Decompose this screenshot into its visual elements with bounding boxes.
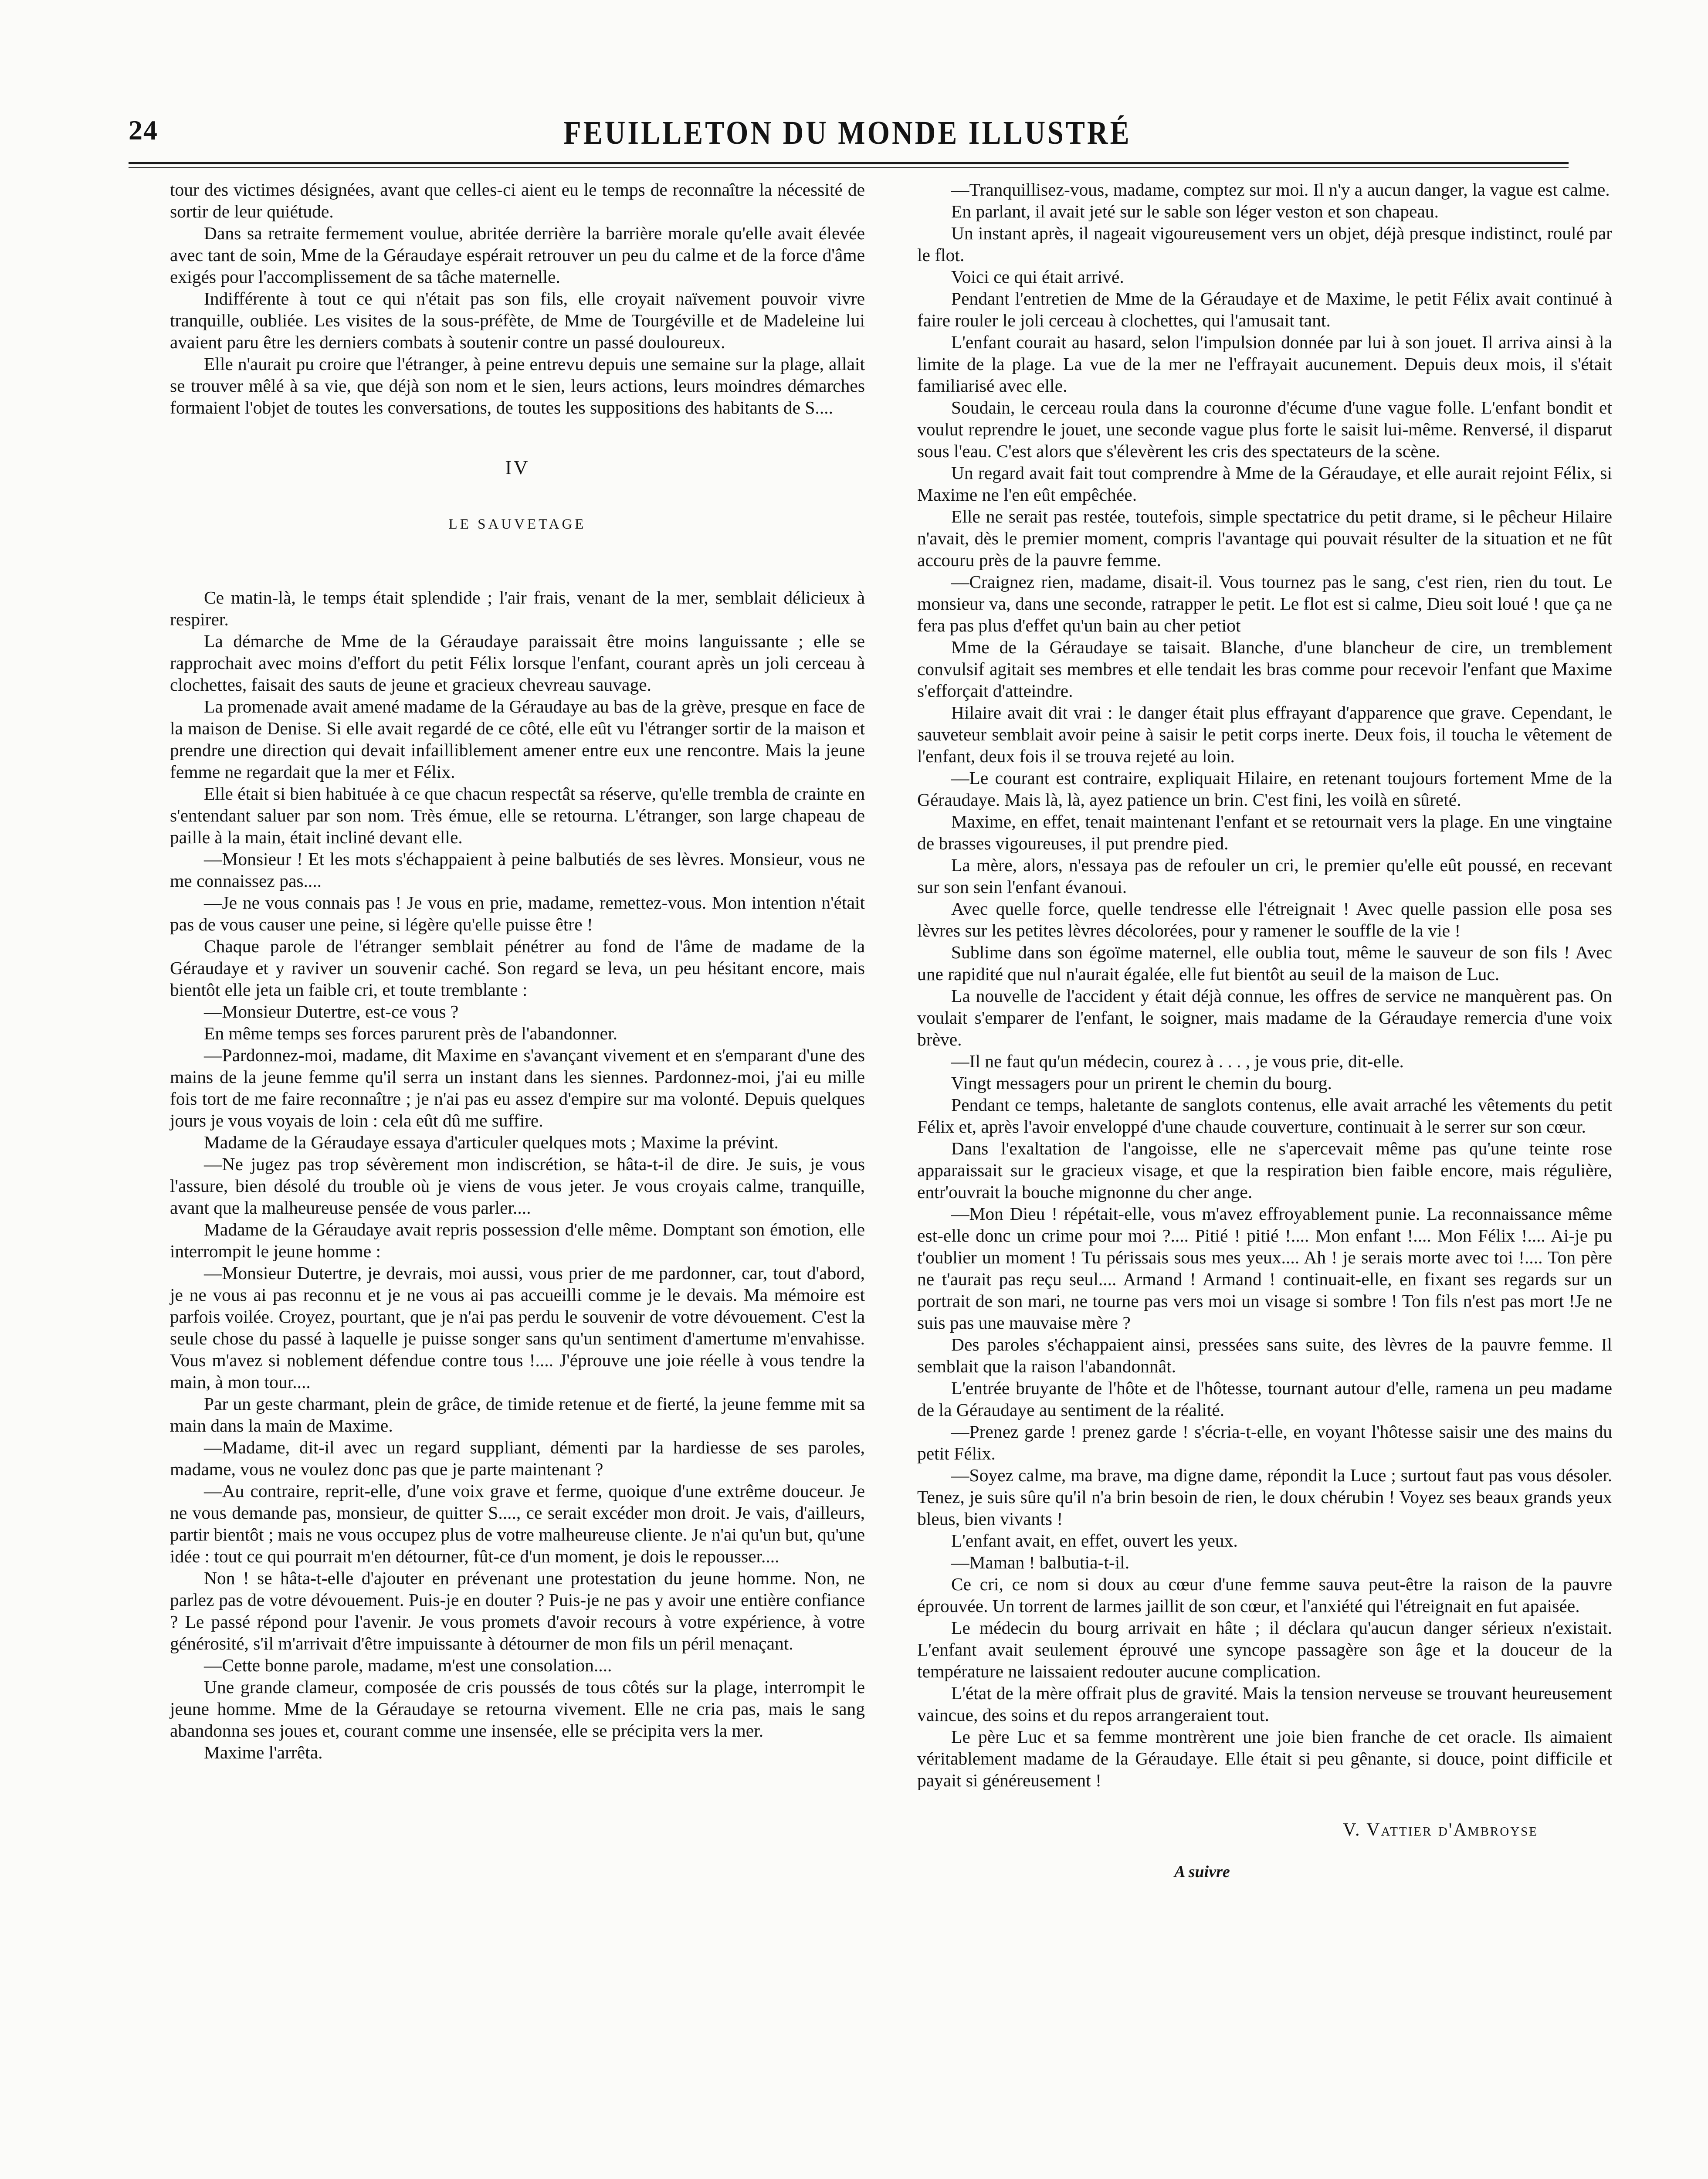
paragraph: —Tranquillisez-vous, madame, comptez sur moi. Il n'y a aucun danger, la vague est calme. <box>951 180 1610 200</box>
paragraph: Un regard avait fait tout comprendre à Mme de la Géraudaye, et elle aurait rejoint Félix, si Maxime ne l'en eût empêchée. <box>917 463 1612 505</box>
paragraph: Madame de la Géraudaye essaya d'articuler quelques mots ; Maxime la prévint. <box>204 1132 779 1152</box>
paragraph: L'enfant avait, en effet, ouvert les yeux. <box>951 1531 1238 1551</box>
paragraph: La mère, alors, n'essaya pas de refouler un cri, le premier qu'elle eût poussé, en recevant sur son sein l'enfant évanoui. <box>917 855 1612 897</box>
paragraph: Madame de la Géraudaye avait repris possession d'elle même. Domptant son émotion, elle interrompit le jeune homme : <box>170 1219 865 1261</box>
paragraph: Pendant l'entretien de Mme de la Géraudaye et de Maxime, le petit Félix avait continué à faire rouler le joli cerceau à clochettes, qui l'amusait tant. <box>917 288 1612 330</box>
page-number: 24 <box>129 115 158 146</box>
paragraph: —Monsieur Dutertre, je devrais, moi aussi, vous prier de me pardonner, car, tout d'abord, je ne vous ai pas reconnu et je ne vous ai pas accueilli comme je le devais. Ma mémoire est parfois voilée. Croyez, pourtant, que je n'ai pas perdu le souvenir de votre dévouement. C'est la seule chose du passé à laquelle je puisse songer sans qu'un sentiment d'amertume m'envahisse. Vous m'avez si noblement défendue contre tous !.... J'éprouve une joie réelle à vous tendre la main, à mon tour.... <box>170 1263 865 1392</box>
paragraph: Un instant après, il nageait vigoureusement vers un objet, déjà presque indistinct, roulé par le flot. <box>917 223 1612 265</box>
paragraph: Hilaire avait dit vrai : le danger était plus effrayant d'apparence que grave. Cependant, le sauveteur semblait avoir peine à saisir le petit corps inerte. Deux fois, il toucha le vêtement de l'enfant, deux fois il se trouva rejeté au loin. <box>917 703 1612 766</box>
paragraph: Mme de la Géraudaye se taisait. Blanche, d'une blancheur de cire, un tremblement convulsif agitait ses membres et elle tendait les bras comme pour recevoir l'enfant que Maxime s'efforçait d'atteindre. <box>917 637 1612 701</box>
journal-title: FEUILLETON DU MONDE ILLUSTRÉ <box>563 115 1132 152</box>
author-signature <box>917 1819 1612 1841</box>
paragraph: L'entrée bruyante de l'hôte et de l'hôtesse, tournant autour d'elle, ramena un peu madame de la Géraudaye au sentiment de la réalité. <box>917 1378 1612 1420</box>
paragraph: Indifférente à tout ce qui n'était pas son fils, elle croyait naïvement pouvoir vivre tranquille, oubliée. Les visites de la sous-préfète, de Mme de Tourgéville et de Madeleine lui avaient paru être les derniers combats à soutenir contre un passé douloureux. <box>170 288 865 352</box>
paragraph: Maxime, en effet, tenait maintenant l'enfant et se retournait vers la plage. En une vingtaine de brasses vigoureuses, il put prendre pied. <box>917 811 1612 853</box>
paragraph: Elle ne serait pas restée, toutefois, simple spectatrice du petit drame, si le pêcheur Hilaire n'avait, dès le premier moment, compris l'avantage qui pouvait résulter de la situation et ne fût accouru près de la pauvre femme. <box>917 506 1612 570</box>
paragraph: —Cette bonne parole, madame, m'est une consolation.... <box>204 1655 612 1675</box>
paragraph: —Il ne faut qu'un médecin, courez à . . . , je vous prie, dit-elle. <box>951 1051 1404 1071</box>
paragraph: Sublime dans son égoïme maternel, elle oublia tout, même le sauveur de son fils ! Avec une rapidité que nul n'aurait égalée, elle fut bientôt au seuil de la maison de Luc. <box>917 942 1612 984</box>
paragraph: Avec quelle force, quelle tendresse elle l'étreignait ! Avec quelle passion elle posa ses lèvres sur les petites lèvres décolorées, pour y ramener le souffle de la vie ! <box>917 899 1612 940</box>
paragraph: Une grande clameur, composée de cris poussés de tous côtés sur la plage, interrompit le jeune homme. Mme de la Géraudaye se retourna vivement. Elle ne cria pas, mais le sang abandonna ses joues et, courant comme une insensée, elle se précipita vers la mer. <box>170 1677 865 1741</box>
paragraph: Des paroles s'échappaient ainsi, pressées sans suite, des lèvres de la pauvre femme. Il semblait que la raison l'abandonnât. <box>917 1334 1612 1376</box>
paragraph: —Le courant est contraire, expliquait Hilaire, en retenant toujours fortement Mme de la Géraudaye. Mais là, là, ayez patience un brin. C'est fini, les voilà en sûreté. <box>917 768 1612 810</box>
chapter-title: LE SAUVETAGE <box>448 516 586 532</box>
paragraph: La démarche de Mme de la Géraudaye paraissait être moins languissante ; elle se rapprochait avec moins d'effort du petit Félix lorsque l'enfant, courant après un joli cerceau à clochettes, faisait des sauts de jeune et gracieux chevreau sauvage. <box>170 631 865 695</box>
continuation-note: A suivre <box>1174 1863 1230 1881</box>
paragraph: Maxime l'arrêta. <box>204 1742 323 1762</box>
paragraph: Voici ce qui était arrivé. <box>951 267 1124 287</box>
paragraph: —Mon Dieu ! répétait-elle, vous m'avez effroyablement punie. La reconnaissance même est-elle donc un crime pour moi ?.... Pitié ! pitié !.... Mon enfant !.... Mon Félix !.... Ai-je pu t'oublier un moment ! Tu périssais sous mes yeux.... Ah ! je serais morte avec toi !.... Ton père ne t'aurait pas reçu seul.... Armand ! Armand ! continuait-elle, en fixant ses regards sur un portrait de son mari, ne tourne pas vers moi un visage si sombre ! Ton fils n'est pas mort !Je ne suis pas une mauvaise mère ? <box>917 1204 1612 1333</box>
right-paragraphs <box>917 179 1612 1791</box>
paragraph: Le médecin du bourg arrivait en hâte ; il déclara qu'aucun danger sérieux n'existait. L'enfant avait seulement éprouvé une syncope passagère son âge et la douceur de la température ne laissaient redouter aucune complication. <box>917 1618 1612 1681</box>
paragraph: Par un geste charmant, plein de grâce, de timide retenue et de fierté, la jeune femme mit sa main dans la main de Maxime. <box>170 1394 865 1436</box>
paragraph: —Pardonnez-moi, madame, dit Maxime en s'avançant vivement et en s'emparant d'une des mains de la jeune femme qu'il serra un instant dans les siennes. Pardonnez-moi, j'ai eu mille fois tort de me faire reconnaître ; je n'ai pas eu assez d'empire sur ma volonté. Depuis quelques jours je vous voyais de loin : cela eût dû me suffire. <box>170 1045 865 1130</box>
paragraph: Elle n'aurait pu croire que l'étranger, à peine entrevu depuis une semaine sur la plage, allait se trouver mêlé à sa vie, que déjà son nom et le sien, leurs actions, leurs moindres démarches formaient l'objet de toutes les conversations, de toutes les suppositions des habitants de S.... <box>170 354 865 417</box>
left-paragraphs-after <box>170 587 865 1763</box>
paragraph: Non ! se hâta-t-elle d'ajouter en prévenant une protestation du jeune homme. Non, ne parlez pas de votre dévouement. Puis-je en douter ? Puis-je ne pas y avoir une entière confiance ? Le passé répond pour l'avenir. Je vous promets d'avoir recours à votre expérience, à votre générosité, s'il m'arrivait d'être impuissante à détourner de mon fils un péril menaçant. <box>170 1568 865 1653</box>
paragraph: Ce cri, ce nom si doux au cœur d'une femme sauva peut-être la raison de la pauvre éprouvée. Un torrent de larmes jaillit de son cœur, et l'anxiété qui l'étreignait en fut apaisée. <box>917 1574 1612 1616</box>
paragraph: Pendant ce temps, haletante de sanglots contenus, elle avait arraché les vêtements du petit Félix et, après l'avoir enveloppé d'une chaude couverture, continuait à le serrer sur son cœur. <box>917 1095 1612 1137</box>
paragraph: En parlant, il avait jeté sur le sable son léger veston et son chapeau. <box>951 201 1439 221</box>
paragraph: —Monsieur ! Et les mots s'échappaient à peine balbutiés de ses lèvres. Monsieur, vous ne me connaissez pas.... <box>170 849 865 891</box>
paragraph: —Ne jugez pas trop sévèrement mon indiscrétion, se hâta-t-il de dire. Je suis, je vous l'assure, bien désolé du trouble où je viens de vous jeter. Je vous croyais calme, tranquille, avant que la malheureuse pensée de vous parler.... <box>170 1154 865 1218</box>
page-header <box>129 114 1566 158</box>
paragraph: —Craignez rien, madame, disait-il. Vous tournez pas le sang, c'est rien, rien du tout. Le monsieur va, dans une seconde, ratrapper le petit. Le flot est si calme, Dieu soit loué ! que ça ne fera pas plus d'effet qu'un bain au cher petiot <box>917 572 1612 635</box>
paragraph: —Maman ! balbutia-t-il. <box>951 1552 1130 1572</box>
paragraph: Ce matin-là, le temps était splendide ; l'air frais, venant de la mer, semblait délicieux à respirer. <box>170 587 865 629</box>
left-paragraphs-before <box>170 179 865 418</box>
paragraph: Le père Luc et sa femme montrèrent une joie bien franche de cet oracle. Ils aimaient véritablement madame de la Géraudaye. Elle était si peu gênante, si douce, point difficile et payait si généreusement ! <box>917 1727 1612 1790</box>
header-rule-thin <box>129 167 1569 168</box>
chapter-number: IV <box>505 456 530 479</box>
paragraph: —Soyez calme, ma brave, ma digne dame, répondit la Luce ; surtout faut pas vous désoler. Tenez, je suis sûre qu'il n'a brin besoin de rien, le doux chérubin ! Voyez ses beaux grands yeux bleus, bien vivants ! <box>917 1465 1612 1529</box>
paragraph: Dans sa retraite fermement voulue, abritée derrière la barrière morale qu'elle avait élevée avec tant de soin, Mme de la Géraudaye espérait retrouver un peu du calme et de la force d'âme exigés pour l'accomplissement de sa tâche maternelle. <box>170 223 865 287</box>
paragraph: Dans l'exaltation de l'angoisse, elle ne s'apercevait même pas qu'une teinte rose apparaissait sur le gracieux visage, et que la respiration bien faible encore, mais régulière, entr'ouvrait la bouche mignonne du cher ange. <box>917 1138 1612 1202</box>
left-column <box>170 179 865 1763</box>
right-column <box>917 179 1612 1883</box>
paragraph: tour des victimes désignées, avant que celles-ci aient eu le temps de reconnaître la nécessité de sortir de leur quiétude. <box>170 180 865 221</box>
paragraph: L'enfant courait au hasard, selon l'impulsion donnée par lui à son jouet. Il arriva ainsi à la limite de la plage. La vue de la mer ne l'effrayait aucunement. Depuis deux mois, il s'était familiarisé avec elle. <box>917 332 1612 396</box>
paragraph: —Madame, dit-il avec un regard suppliant, démenti par la hardiesse de ses paroles, madame, vous ne voulez donc pas que je parte maintenant ? <box>170 1437 865 1479</box>
paragraph: L'état de la mère offrait plus de gravité. Mais la tension nerveuse se trouvant heureusement vaincue, des soins et du repos arrangeraient tout. <box>917 1683 1612 1725</box>
paragraph: Chaque parole de l'étranger semblait pénétrer au fond de l'âme de madame de la Géraudaye et y raviver un souvenir caché. Son regard se leva, un peu hésitant encore, mais bientôt elle jeta un faible cri, et toute tremblante : <box>170 936 865 1000</box>
paragraph: —Prenez garde ! prenez garde ! s'écria-t-elle, en voyant l'hôtesse saisir une des mains du petit Félix. <box>917 1422 1612 1463</box>
paragraph: Elle était si bien habituée à ce que chacun respectât sa réserve, qu'elle trembla de crainte en s'entendant saluer par son nom. Très émue, elle se retourna. L'étranger, son large chapeau de paille à la main, était incliné devant elle. <box>170 784 865 847</box>
paragraph: Soudain, le cerceau roula dans la couronne d'écume d'une vague folle. L'enfant bondit et voulut reprendre le jouet, une seconde vague plus forte le saisit lui-même. Renversé, il disparut sous l'eau. C'est alors que s'élevèrent les cris des spectateurs de la scène. <box>917 397 1612 461</box>
paragraph: La nouvelle de l'accident y était déjà connue, les offres de service ne manquèrent pas. On voulait s'emparer de l'enfant, le soigner, mais madame de la Géraudaye remercia d'une voix brève. <box>917 986 1612 1049</box>
paragraph: —Au contraire, reprit-elle, d'une voix grave et ferme, quoique d'une extrême douceur. Je ne vous demande pas, monsieur, de quitter S...., ce serait excéder mon droit. Je vais, d'ailleurs, partir bientôt ; mais ne vous occupez plus de votre malheureuse cliente. Je n'ai qu'un but, qu'une idée : tout ce qui pourrait m'en détourner, fût-ce d'un moment, je dois le repousser.... <box>170 1481 865 1566</box>
author-name: V. Vattier d'Ambroyse <box>1343 1820 1538 1840</box>
paragraph: La promenade avait amené madame de la Géraudaye au bas de la grève, presque en face de la maison de Denise. Si elle avait regardé de ce côté, elle eût vu l'étranger sortir de la maison et prendre une direction qui devait infailliblement amener entre eux une rencontre. Mais la jeune femme ne regardait que la mer et Félix. <box>170 696 865 782</box>
paragraph: En même temps ses forces parurent près de l'abandonner. <box>204 1023 617 1043</box>
paragraph: —Monsieur Dutertre, est-ce vous ? <box>204 1001 459 1022</box>
header-rule <box>129 162 1569 164</box>
paragraph: Vingt messagers pour un prirent le chemin du bourg. <box>951 1073 1332 1093</box>
paragraph: —Je ne vous connais pas ! Je vous en prie, madame, remettez-vous. Mon intention n'était pas de vous causer une peine, si légère qu'elle puisse être ! <box>170 893 865 934</box>
